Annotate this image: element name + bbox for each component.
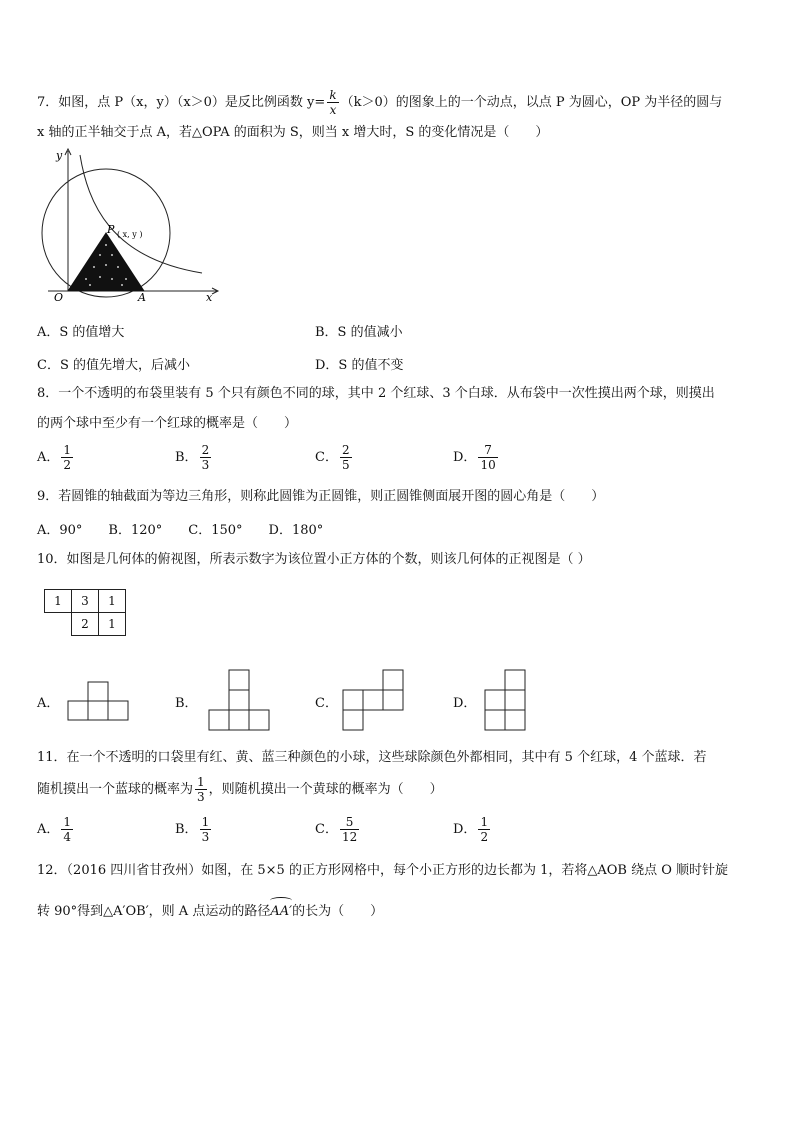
q9-options[interactable]: A．90° B．120° C．150° D．180° <box>37 523 324 538</box>
frac-den: 3 <box>201 830 210 844</box>
frac-den: 12 <box>341 830 358 844</box>
q8-option-c-label: C． <box>315 450 338 465</box>
grid-row <box>45 590 126 613</box>
q10-option-b-figure[interactable] <box>207 668 271 732</box>
q8-line2: 的两个球中至少有一个红球的概率是（ ） <box>37 416 298 431</box>
q7-figure <box>40 143 225 303</box>
q7-option-c[interactable]: C．S 的值先增大，后减小 <box>37 358 190 373</box>
q12-line2 <box>37 899 383 921</box>
frac-num: 2 <box>201 443 210 457</box>
q7-line2: x 轴的正半轴交于点 A，若△OPA 的面积为 S，则当 x 增大时，S 的变化情况是（ ） <box>37 125 549 140</box>
triangle-opa <box>68 233 144 291</box>
grid-cell: 1 <box>99 613 126 636</box>
q7-option-b[interactable]: B．S 的值减小 <box>315 325 403 340</box>
frac-den: 3 <box>197 790 205 804</box>
frac-num: 5 <box>345 815 354 829</box>
q8-option-a-label: A． <box>37 450 60 465</box>
x-label: x <box>206 291 213 303</box>
q7-text-b: （k＞0）的图象上的一个动点，以点 P 为圆心，OP 为半径的圆与 <box>340 95 723 110</box>
frac-num: 1 <box>63 443 72 457</box>
q10-option-d-figure[interactable] <box>483 668 527 732</box>
q10-option-a-figure[interactable] <box>66 680 130 722</box>
q10-option-a-label[interactable]: A． <box>37 696 60 711</box>
origin-label: O <box>54 291 64 303</box>
q9-line1: 9．若圆锥的轴截面为等边三角形，则称此圆锥为正圆锥，则正圆锥侧面展开图的圆心角是（ ） <box>37 489 605 504</box>
q11-option-b-label: B． <box>175 822 198 837</box>
q7-text-a: 7．如图，点 P（x，y）（x＞0）是反比例函数 y= <box>37 95 326 110</box>
grid-cell: 1 <box>45 590 72 613</box>
q11-fraction <box>195 775 207 804</box>
grid-row <box>45 613 126 636</box>
frac-den: 3 <box>201 458 210 472</box>
frac-den: 2 <box>480 830 489 844</box>
frac-den: 10 <box>480 458 496 472</box>
grid-cell: 2 <box>72 613 99 636</box>
q11-option-b[interactable] <box>175 815 213 844</box>
q12-text-b: 的长为（ ） <box>292 904 384 919</box>
frac-den: 5 <box>341 458 350 472</box>
q11-line2 <box>37 775 443 804</box>
frac-num: 1 <box>63 815 72 829</box>
q10-option-c-figure[interactable] <box>341 668 405 732</box>
q8-option-c[interactable] <box>315 443 354 472</box>
frac-den: 2 <box>63 458 72 472</box>
q11-text-a: 随机摸出一个蓝球的概率为 <box>37 782 194 797</box>
q11-option-d[interactable] <box>453 815 492 844</box>
q11-option-c[interactable] <box>315 815 361 844</box>
q11-option-c-label: C． <box>315 822 338 837</box>
q7-option-d[interactable]: D．S 的值不变 <box>315 358 404 373</box>
q7-frac-num: k <box>329 88 337 102</box>
point-a-label: A <box>138 291 146 303</box>
y-label: y <box>56 149 63 162</box>
grid-cell: 3 <box>72 590 99 613</box>
q10-option-d-label[interactable]: D． <box>453 696 477 711</box>
q8-option-d[interactable] <box>453 443 500 472</box>
q11-text-b: ，则随机摸出一个黄球的概率为（ ） <box>208 782 443 797</box>
q12-text-a: 转 90°得到△A′OB′，则 A 点运动的路径 <box>37 904 271 919</box>
q8-option-b[interactable] <box>175 443 213 472</box>
q11-option-c-frac <box>340 815 359 844</box>
q11-option-a[interactable] <box>37 815 75 844</box>
arc-text: AA′ <box>270 904 293 919</box>
q7-line1 <box>37 88 722 117</box>
q10-line1: 10．如图是几何体的俯视图，所表示数字为该位置小正方体的个数，则该几何体的正视图是（ ） <box>37 552 591 567</box>
frac-num: 1 <box>480 815 489 829</box>
q7-option-a[interactable]: A．S 的值增大 <box>37 325 125 340</box>
point-p-label: P <box>107 223 115 236</box>
grid-cell: 1 <box>99 590 126 613</box>
frac-den: 4 <box>63 830 72 844</box>
q8-option-b-frac <box>200 443 212 472</box>
q10-option-c-label[interactable]: C． <box>315 696 338 711</box>
q12-line1: 12．（2016 四川省甘孜州）如图，在 5×5 的正方形网格中，每个小正方形的边长都为 1，若将△AOB 绕点 O 顺时针旋 <box>37 863 729 878</box>
q11-option-d-frac <box>478 815 490 844</box>
q8-option-d-label: D． <box>453 450 477 465</box>
q12-arc-label <box>270 899 292 921</box>
frac-num: 1 <box>201 815 210 829</box>
q8-option-a[interactable] <box>37 443 75 472</box>
grid-cell-empty <box>45 613 72 636</box>
frac-num: 7 <box>484 443 492 457</box>
q11-line1: 11．在一个不透明的口袋里有红、黄、蓝三种颜色的小球，这些球除颜色外都相同，其中有 5 个红球，4 个蓝球．若 <box>37 750 707 765</box>
q11-option-b-frac <box>200 815 212 844</box>
q11-option-a-label: A． <box>37 822 60 837</box>
q10-top-view-grid <box>44 589 126 636</box>
arc-mark-icon <box>270 897 292 904</box>
q8-option-a-frac <box>61 443 73 472</box>
frac-num: 1 <box>197 775 205 789</box>
q8-option-c-frac <box>340 443 352 472</box>
point-p-coords: ( x, y ) <box>117 230 143 239</box>
q8-option-b-label: B． <box>175 450 198 465</box>
q11-option-d-label: D． <box>453 822 477 837</box>
q10-option-b-label[interactable]: B． <box>175 696 198 711</box>
frac-num: 2 <box>341 443 350 457</box>
q7-frac-den: x <box>327 102 338 117</box>
q11-option-a-frac <box>61 815 73 844</box>
q7-fraction <box>327 88 338 117</box>
q8-line1: 8．一个不透明的布袋里装有 5 个只有颜色不同的球，其中 2 个红球、3 个白球．从布袋中一次性摸出两个球，则摸出 <box>37 386 715 401</box>
q8-option-d-frac <box>478 443 497 472</box>
